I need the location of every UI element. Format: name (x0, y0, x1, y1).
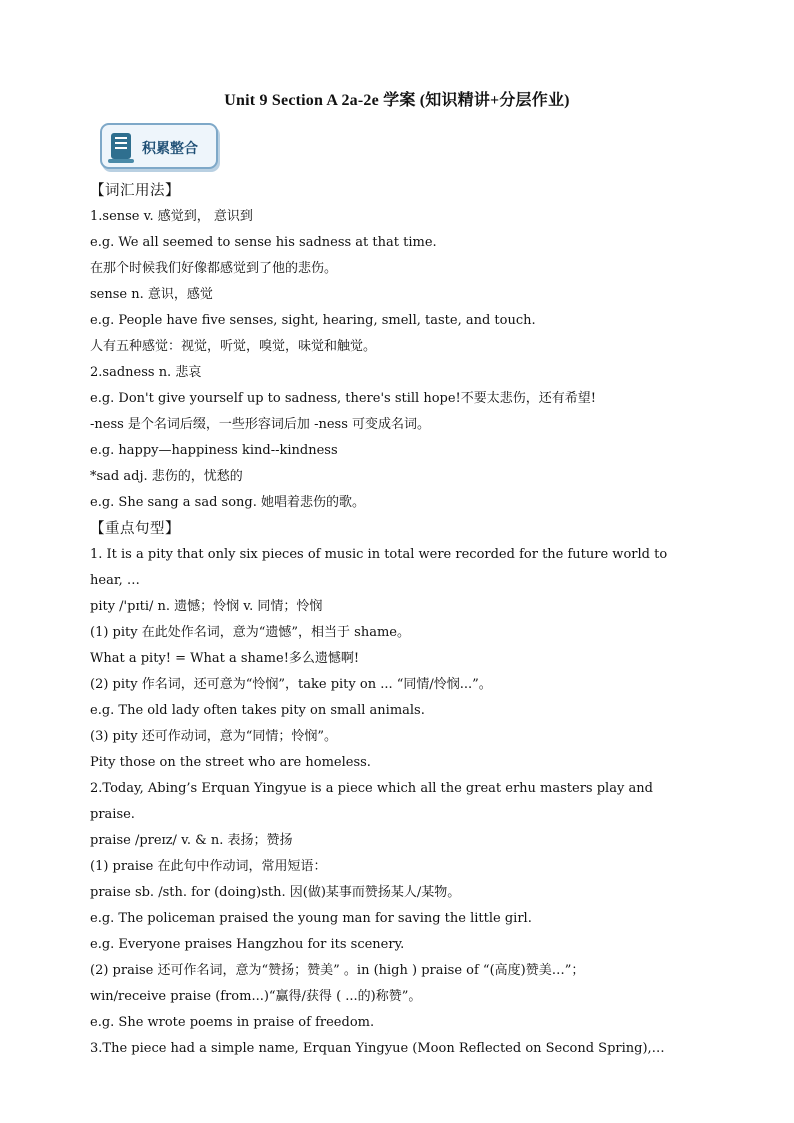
section-heading-key-sentences: 【重点句型】 (90, 521, 180, 537)
text-line: 在那个时候我们好像都感觉到了他的悲伤。 (90, 261, 338, 276)
text-line: e.g. People have five senses, sight, hearing, smell, taste, and touch. (90, 313, 536, 328)
text-line: praise /preɪz/ v. & n. 表扬；赞扬 (90, 833, 293, 848)
text-line: 1.sense v. 感觉到， 意识到 (90, 209, 253, 224)
text-line: (1) praise 在此句中作动词，常用短语： (90, 859, 327, 874)
text-line: 2.sadness n. 悲哀 (90, 365, 202, 380)
text-line: -ness 是个名词后缀，一些形容词后加 -ness 可变成名词。 (90, 417, 430, 432)
text-line: pity /'pɪti/ n. 遗憾；怜悯 v. 同情；怜悯 (90, 599, 323, 614)
section-heading-vocabulary: 【词汇用法】 (90, 183, 180, 199)
section-badge (100, 123, 218, 169)
text-line: What a pity! = What a shame!多么遗憾啊! (90, 651, 360, 666)
text-line: e.g. We all seemed to sense his sadness at that time. (90, 235, 437, 250)
text-line: e.g. The policeman praised the young man for saving the little girl. (90, 911, 532, 926)
badge-label: 积累整合 (142, 141, 198, 157)
text-line: hear, … (90, 573, 140, 588)
text-line: praise. (90, 807, 135, 822)
text-line: e.g. Don't give yourself up to sadness, there's still hope!不要太悲伤，还有希望! (90, 391, 597, 406)
text-line: win/receive praise (from...)“赢得/获得 ( ...的)称赞”。 (90, 989, 422, 1004)
text-line: praise sb. /sth. for (doing)sth. 因(做)某事而赞扬某人/某物。 (90, 885, 461, 900)
page-title: Unit 9 Section A 2a-2e 学案 (知识精讲+分层作业) (224, 92, 570, 109)
text-line: 2.Today, Abing’s Erquan Yingyue is a piece which all the great erhu masters play and (90, 781, 653, 796)
text-line: (2) praise 还可作名词，意为“赞扬；赞美” 。in (high ) praise of “(高度)赞美…”； (90, 963, 585, 978)
text-line: e.g. The old lady often takes pity on small animals. (90, 703, 425, 718)
text-line: sense n. 意识，感觉 (90, 287, 213, 302)
text-line: (2) pity 作名词，还可意为“怜悯”，take pity on ... “同情/怜悯...”。 (90, 677, 492, 692)
text-line: Pity those on the street who are homeless. (90, 755, 371, 770)
document-body (90, 178, 710, 1062)
text-line: *sad adj. 悲伤的，忧愁的 (90, 469, 243, 484)
text-line: (3) pity 还可作动词，意为“同情；怜悯”。 (90, 729, 338, 744)
book-icon (111, 133, 131, 159)
text-line: e.g. She wrote poems in praise of freedom. (90, 1015, 375, 1030)
text-line: 人有五种感觉：视觉，听觉，嗅觉，味觉和触觉。 (90, 339, 377, 354)
text-line: e.g. happy—happiness kind--kindness (90, 443, 338, 458)
text-line: e.g. She sang a sad song. 她唱着悲伤的歌。 (90, 495, 365, 510)
text-line: e.g. Everyone praises Hangzhou for its scenery. (90, 937, 405, 952)
text-line: 1. It is a pity that only six pieces of music in total were recorded for the future world to (90, 547, 668, 562)
text-line: (1) pity 在此处作名词，意为“遗憾”，相当于 shame。 (90, 625, 410, 640)
text-line: 3.The piece had a simple name, Erquan Yingyue (Moon Reflected on Second Spring),… (90, 1041, 665, 1056)
